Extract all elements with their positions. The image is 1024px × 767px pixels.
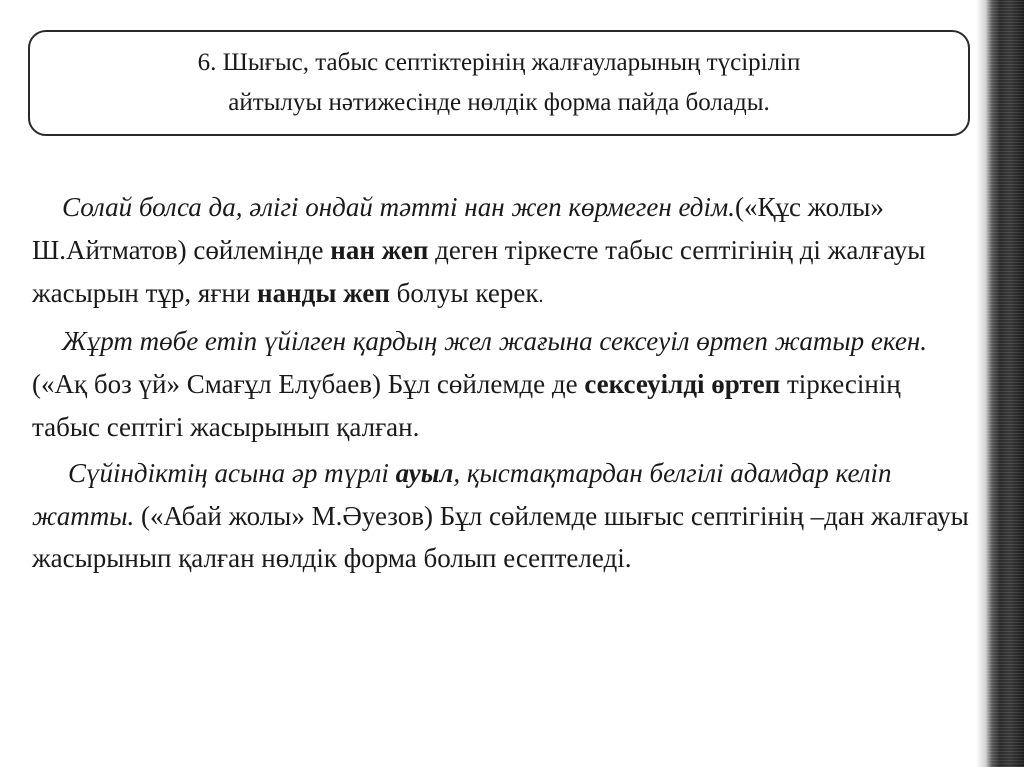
paragraph-text: («Ақ боз үй» Смағұл Елубаев) Бұл сөйлемде де	[32, 369, 585, 400]
slide-edge-shadow	[976, 0, 986, 767]
example-sentence: Солай болса да, әлігі ондай тәтті нан жеп көрмеген едім.	[62, 192, 735, 222]
slide-title: 6. Шығыс, табыс септіктерінің жалғауларының түсіріліп айтылуы нәтижесінде нөлдік форма пайда болады.	[197, 49, 801, 116]
paragraph-1	[32, 186, 970, 317]
paragraph-text: деген тіркесте табыс септігінің ді жалғауы жасырын тұр, яғни	[32, 234, 926, 308]
highlighted-phrase: сексеуілді өртеп	[584, 369, 781, 400]
paragraph-2	[32, 320, 970, 448]
paragraph-text: («Құс жолы» Ш.Айтматов) сөйлемінде	[32, 192, 884, 265]
title-box	[28, 30, 970, 136]
highlighted-phrase: нанды жеп	[257, 277, 390, 308]
example-sentence: Жұрт төбе етіп үйілген қардың жел жағына сексеуіл өртеп жатыр екен.	[62, 326, 928, 357]
paragraph-end: .	[538, 284, 544, 307]
slide-edge-strip	[986, 0, 1024, 767]
paragraph-text: болуы керек	[389, 277, 539, 308]
example-sentence: , қыстақтардан белгілі адамдар келіп жатты.	[32, 457, 892, 531]
paragraph-3	[32, 452, 970, 580]
highlighted-phrase: нан жеп	[330, 234, 429, 265]
example-sentence: Сүйіндіктің асына әр түрлі	[68, 457, 396, 488]
paragraph-text: тіркесінің табыс септігі жасырынып қалған.	[32, 369, 901, 442]
slide-body	[32, 186, 970, 583]
highlighted-phrase: ауыл	[395, 457, 454, 488]
paragraph-text: («Абай жолы» М.Әуезов) Бұл сөйлемде шығыс септігінің –дан жалғауы жасырынып қалған нөлдік форма болып есептеледі.	[32, 500, 969, 574]
